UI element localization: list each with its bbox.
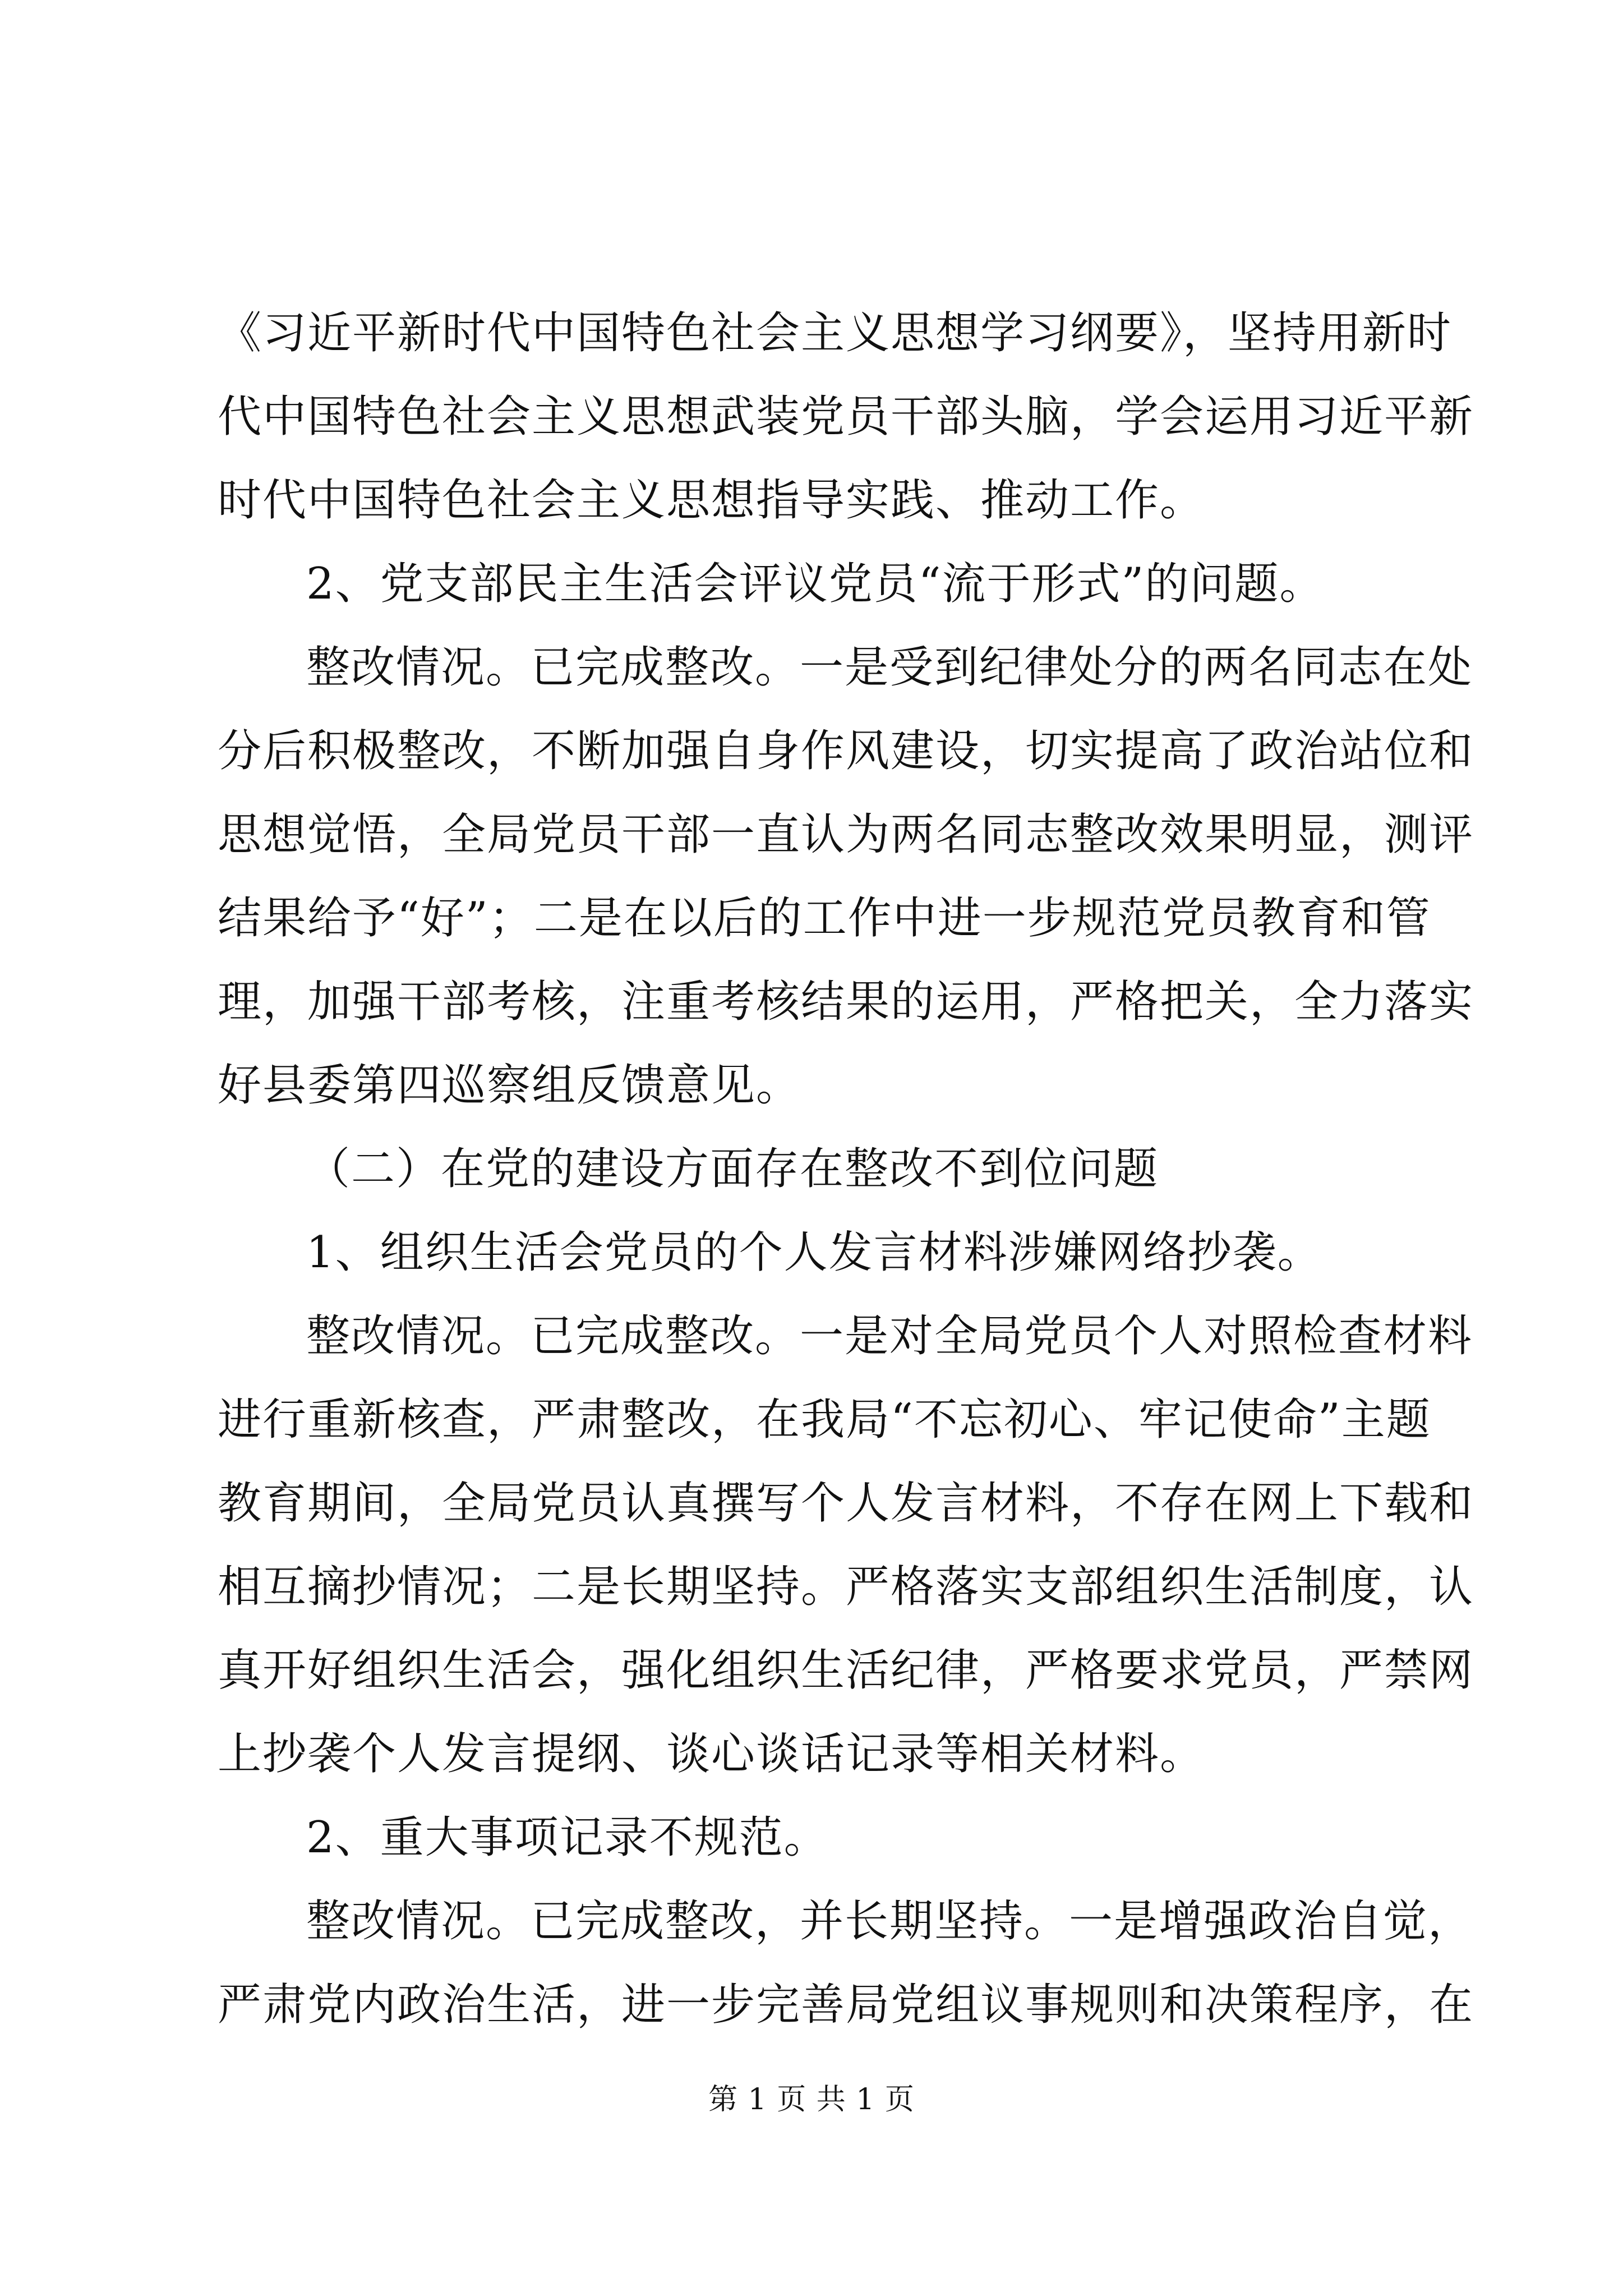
paragraph-line: 《习近平新时代中国特色社会主义思想学习纲要》，坚持用新时 <box>218 308 1453 358</box>
page-footer <box>0 2080 1623 2119</box>
paragraph-line: 好县委第四巡察组反馈意见。 <box>218 1060 801 1111</box>
paragraph-line: 相互摘抄情况；二是长期坚持。严格落实支部组织生活制度，认 <box>218 1562 1474 1612</box>
paragraph-line: 严肃党内政治生活，进一步完善局党组议事规则和决策程序，在 <box>218 1980 1474 2030</box>
item-heading: 2、党支部民主生活会评议党员“流于形式”的问题。 <box>306 559 1325 609</box>
paragraph-line: 时代中国特色社会主义思想指导实践、推动工作。 <box>218 475 1205 526</box>
paragraph-line: 思想觉悟，全局党员干部一直认为两名同志整改效果明显，测评 <box>218 809 1474 860</box>
paragraph-line: 上抄袭个人发言提纲、谈心谈话记录等相关材料。 <box>218 1729 1205 1779</box>
paragraph-line: 分后积极整改，不断加强自身作风建设，切实提高了政治站位和 <box>218 726 1474 776</box>
paragraph-line: 真开好组织生活会，强化组织生活纪律，严格要求党员，严禁网 <box>218 1645 1474 1696</box>
paragraph-line: 代中国特色社会主义思想武装党员干部头脑，学会运用习近平新 <box>218 392 1474 442</box>
paragraph-line: 整改情况。已完成整改。一是对全局党员个人对照检查材料 <box>306 1311 1473 1361</box>
paragraph-line: 教育期间，全局党员认真撰写个人发言材料，不存在网上下载和 <box>218 1478 1474 1529</box>
paragraph-line: 进行重新核查，严肃整改，在我局“不忘初心、牢记使命”主题 <box>218 1395 1431 1445</box>
page-number: 第 1 页 共 1 页 <box>708 2083 915 2116</box>
paragraph-line: 整改情况。已完成整改，并长期坚持。一是增强政治自觉， <box>306 1896 1473 1947</box>
item-heading: 1、组织生活会党员的个人发言材料涉嫌网络抄袭。 <box>306 1227 1322 1278</box>
paragraph-line: 整改情况。已完成整改。一是受到纪律处分的两名同志在处 <box>306 642 1473 693</box>
document-body <box>218 292 1474 2047</box>
item-heading: 2、重大事项记录不规范。 <box>306 1812 829 1863</box>
paragraph-line: 理，加强干部考核，注重考核结果的运用，严格把关，全力落实 <box>218 977 1474 1027</box>
paragraph-line: 结果给予“好”；二是在以后的工作中进一步规范党员教育和管 <box>218 893 1431 944</box>
section-heading: （二）在党的建设方面存在整改不到位问题 <box>306 1144 1159 1194</box>
